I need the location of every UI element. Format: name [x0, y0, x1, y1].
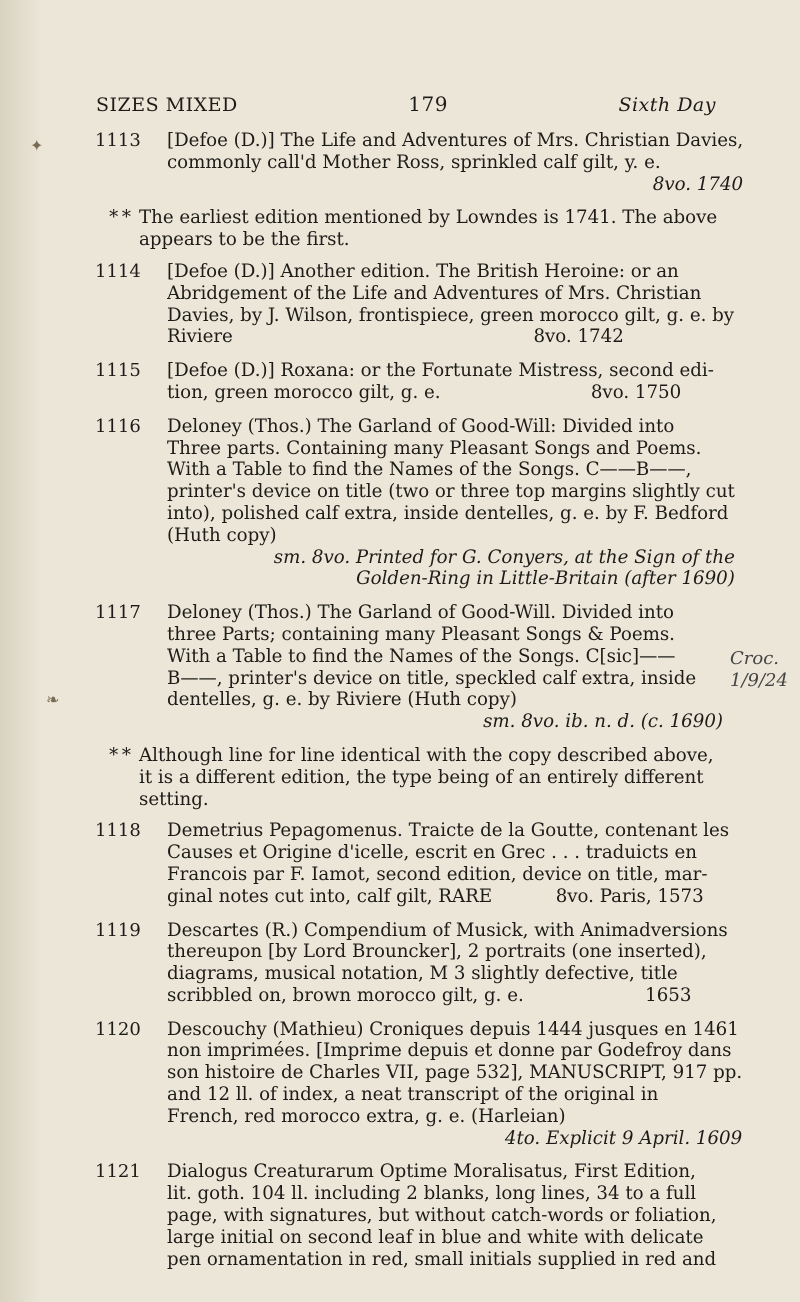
description-line: non imprimées. [Imprime depuis et donne par Godefroy dans	[167, 1040, 732, 1062]
pencil-mark-icon: ❧	[46, 690, 60, 709]
format-date: 8vo. 1740	[652, 173, 744, 195]
lot-number: 1120	[95, 1018, 141, 1040]
description-line: (Huth copy)	[167, 524, 277, 546]
description-line: With a Table to find the Names of the Songs. C——B——,	[167, 459, 692, 481]
description-line: commonly call'd Mother Ross, sprinkled calf gilt, y. e.	[167, 151, 661, 173]
lot-entry	[95, 415, 735, 590]
description-line: Davies, by J. Wilson, frontispiece, green morocco gilt, g. e. by	[167, 304, 735, 326]
lot-number: 1118	[95, 820, 141, 842]
description-line: son histoire de Charles VII, page 532], MANUSCRIPT, 917 pp.	[167, 1062, 743, 1084]
lot-number: 1116	[95, 415, 141, 437]
description-line: Riviere 8vo. 1742	[167, 326, 624, 348]
page-header	[96, 92, 716, 116]
description-line: Descouchy (Mathieu) Croniques depuis 1444 jusques en 1461	[167, 1018, 739, 1040]
description-line: With a Table to find the Names of the Songs. C[sic]——	[167, 645, 676, 667]
lot-description	[167, 602, 723, 733]
lot-description	[167, 261, 734, 348]
lot-description	[167, 1161, 723, 1270]
lot-entry	[95, 260, 735, 348]
description-line: dentelles, g. e. by Riviere (Huth copy)	[167, 689, 517, 711]
lot-description	[167, 130, 743, 195]
asterism-icon: * *	[109, 207, 131, 229]
margin-note-line: Croc.	[730, 648, 780, 669]
description-line: scribbled on, brown morocco gilt, g. e. 1653	[167, 984, 692, 1006]
lot-entry	[95, 919, 728, 1007]
lot-number: 1115	[95, 360, 141, 382]
lot-description	[167, 820, 729, 907]
description-line: Deloney (Thos.) The Garland of Good-Will: Divided into	[167, 415, 675, 437]
description-line: tion, green morocco gilt, g. e. 8vo. 1750	[167, 381, 682, 403]
description-line: Demetrius Pepagomenus. Traicte de la Goutte, contenant les	[167, 820, 730, 842]
margin-annotation	[730, 648, 792, 692]
lot-entry	[95, 1161, 723, 1270]
header-left: SIZES MIXED	[96, 94, 238, 116]
description-line: [Defoe (D.)] Another edition. The British Heroine: or an	[167, 260, 679, 282]
lot-entry	[95, 1018, 743, 1150]
description-line: Deloney (Thos.) The Garland of Good-Will. Divided into	[167, 602, 674, 624]
format-date: 4to. Explicit 9 April. 1609	[504, 1127, 743, 1149]
lot-number: 1114	[95, 260, 141, 282]
lot-number: 1117	[95, 602, 141, 624]
ink-mark-icon: ✦	[30, 136, 44, 155]
description-line: [Defoe (D.)] The Life and Adventures of Mrs. Christian Davies,	[167, 130, 744, 151]
description-line: Francois par F. Iamot, second edition, device on title, mar-	[167, 863, 708, 885]
description-line: Three parts. Containing many Pleasant Songs and Poems.	[167, 437, 702, 459]
description-line: into), polished calf extra, inside dentelles, g. e. by F. Bedford	[167, 502, 729, 524]
lot-number: 1121	[95, 1161, 141, 1183]
format-date: sm. 8vo. Printed for G. Conyers, at the Sign of the	[273, 546, 735, 568]
lot-entry	[95, 602, 723, 733]
description-line: [Defoe (D.)] Roxana: or the Fortunate Mistress, second edi-	[167, 360, 714, 382]
description-line: Causes et Origine d'icelle, escrit en Grec . . . traduicts en	[167, 842, 697, 864]
lot-footnote	[95, 207, 723, 251]
margin-note-line: 1/9/24	[730, 670, 788, 691]
lot-description	[167, 360, 723, 404]
lot-description	[167, 920, 728, 1007]
lot-number: 1119	[95, 919, 141, 941]
description-line: Dialogus Creaturarum Optime Moralisatus, First Edition,	[167, 1161, 696, 1183]
description-line: page, with signatures, but without catch-words or foliation,	[167, 1205, 717, 1227]
description-line: ginal notes cut into, calf gilt, RARE 8vo. Paris, 1573	[167, 885, 704, 907]
description-line: Abridgement of the Life and Adventures of Mrs. Christian	[167, 282, 702, 304]
lot-description	[167, 416, 735, 590]
lot-entry	[95, 360, 723, 404]
lot-list	[95, 130, 744, 1282]
description-line: pen ornamentation in red, small initials supplied in red and	[167, 1248, 717, 1270]
lot-number: 1113	[95, 130, 141, 151]
footnote-text: The earliest edition mentioned by Lowndes is 1741. The above appears to be the first.	[139, 207, 718, 251]
lot-description	[167, 1019, 742, 1150]
footnote-text: Although line for line identical with the copy described above, it is a different edition, the type being of an entirely different setting.	[139, 744, 714, 810]
description-line: B——, printer's device on title, speckled calf extra, inside	[167, 667, 697, 689]
asterism-icon: * *	[109, 744, 131, 766]
description-line: lit. goth. 104 ll. including 2 blanks, long lines, 34 to a full	[167, 1183, 697, 1205]
page-number: 179	[408, 92, 448, 116]
format-date: sm. 8vo. ib. n. d. (c. 1690)	[483, 711, 723, 733]
lot-entry	[95, 820, 730, 907]
description-line: large initial on second leaf in blue and white with delicate	[167, 1226, 704, 1248]
lot-entry	[95, 130, 744, 195]
description-line: printer's device on title (two or three top margins slightly cut	[167, 481, 735, 503]
description-line: and 12 ll. of index, a neat transcript of the original in	[167, 1084, 659, 1106]
description-line: Descartes (R.) Compendium of Musick, with Animadversions	[167, 919, 728, 941]
page-edge-shadow	[0, 0, 42, 1302]
header-right: Sixth Day	[618, 94, 716, 116]
description-line: diagrams, musical notation, M 3 slightly defective, title	[167, 963, 678, 985]
description-line: French, red morocco extra, g. e. (Harleian)	[167, 1105, 566, 1127]
imprint-line: Golden-Ring in Little-Britain (after 1690)	[356, 568, 735, 590]
description-line: three Parts; containing many Pleasant Songs & Poems.	[167, 623, 675, 645]
lot-footnote	[95, 745, 723, 810]
description-line: thereupon [by Lord Brouncker], 2 portraits (one inserted),	[167, 941, 707, 963]
